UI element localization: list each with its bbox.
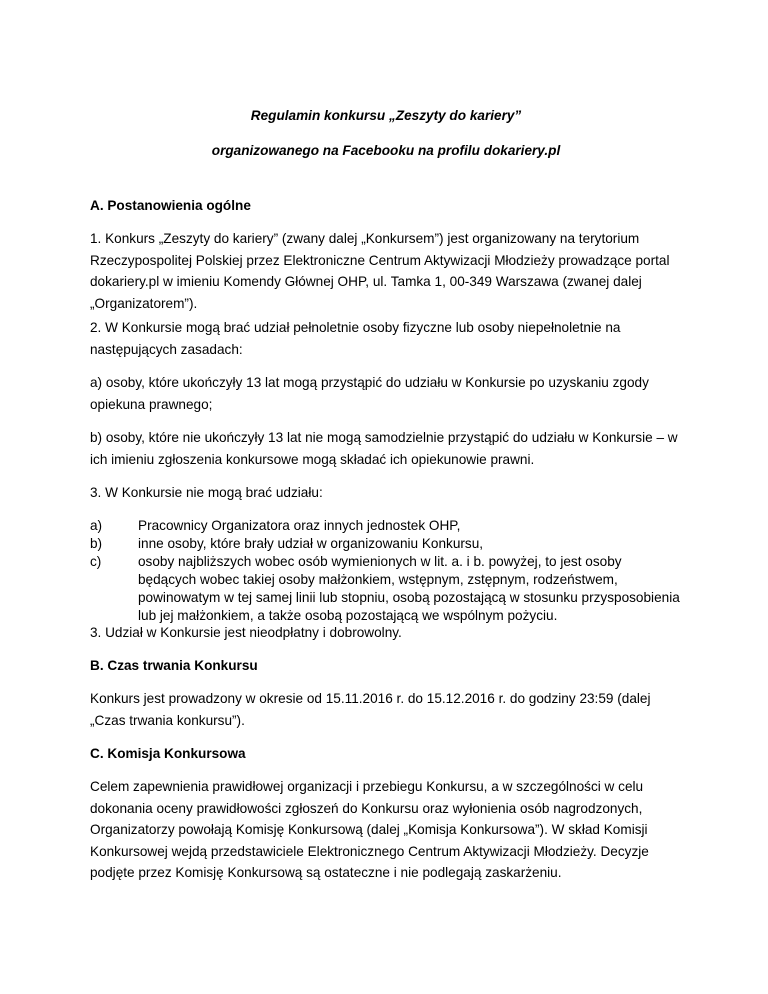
section-a-paragraph-4: 3. Udział w Konkursie jest nieodpłatny i dobrowolny. [90,625,402,640]
list-item-marker: a) [90,518,103,533]
document-title-line-2: organizowanego na Facebooku na profilu dokariery.pl [211,143,561,158]
list-item [90,553,682,625]
document-page [90,0,682,994]
list-item [90,535,682,553]
section-a-paragraph-2b: b) osoby, które nie ukończyły 13 lat nie mogą samodzielnie przystąpić do udziału w Konkursie – w ich imieniu zgłoszenia konkursowe mogą składać ich opiekunowie prawni. [90,430,678,467]
list-item-text: inne osoby, które brały udział w organizowaniu Konkursu, [138,536,484,551]
section-c-heading: C. Komisja Konkursowa [90,746,246,761]
list-item-marker: c) [90,554,102,569]
section-b-heading: B. Czas trwania Konkursu [90,658,258,673]
document-title-line-1: Regulamin konkursu „Zeszyty do kariery” [250,108,522,123]
section-c-paragraph-1: Celem zapewnienia prawidłowej organizacji i przebiegu Konkursu, a w szczególności w celu dokonania oceny prawidłowości zgłoszeń do Konkursu oraz wyłonienia osób nagrodzonych, Organizatorzy powołają Komisję Konkursową (dalej „Komisja Konkursowa”). W skład Komisji Konkursowej wejdą przedstawiciele Elektronicznego Centrum Aktywizacji Młodzieży. Decyzje podjęte przez Komisję Konkursową są ostateczne i nie podlegają zaskarżeniu. [90,779,649,880]
section-a-paragraph-3: 3. W Konkursie nie mogą brać udziału: [90,485,323,500]
section-b-paragraph-1: Konkurs jest prowadzony w okresie od 15.11.2016 r. do 15.12.2016 r. do godziny 23:59 (dalej „Czas trwania konkursu”). [90,691,651,728]
excluded-persons-list [90,517,682,625]
list-item-text: Pracownicy Organizatora oraz innych jednostek OHP, [138,518,461,533]
list-item-text: osoby najbliższych wobec osób wymienionych w lit. a. i b. powyżej, to jest osoby będących wobec takiej osoby małżonkiem, wstępnym, zstępnym, rodzeństwem, powinowatym w tej samej linii lub stopniu, osobą pozostającą w stosunku przysposobienia lub jej małżonkiem, a także osobą pozostającą we wspólnym pożyciu. [138,554,680,623]
list-item [90,517,682,535]
section-a-paragraph-2: 2. W Konkursie mogą brać udział pełnoletnie osoby fizyczne lub osoby niepełnoletnie na następujących zasadach: [90,320,621,357]
section-a-paragraph-1: 1. Konkurs „Zeszyty do kariery” (zwany dalej „Konkursem”) jest organizowany na terytorium Rzeczypospolitej Polskiej przez Elektroniczne Centrum Aktywizacji Młodzieży prowadzące portal dokariery.pl w imieniu Komendy Głównej OHP, ul. Tamka 1, 00-349 Warszawa (zwanej dalej „Organizatorem”). [90,231,670,311]
section-a-heading: A. Postanowienia ogólne [90,198,251,213]
list-item-marker: b) [90,536,103,551]
section-a-paragraph-2a: a) osoby, które ukończyły 13 lat mogą przystąpić do udziału w Konkursie po uzyskaniu zgody opiekuna prawnego; [90,375,649,412]
